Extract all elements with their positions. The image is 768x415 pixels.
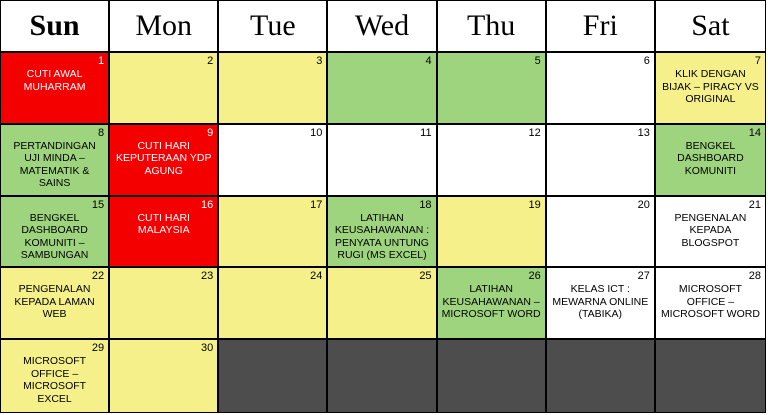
day-event-text: CUTI HARI KEPUTERAAN YDP AGUNG bbox=[115, 139, 212, 177]
day-event-text: LATIHAN KEUSAHAWANAN – MICROSOFT WORD bbox=[441, 283, 541, 321]
calendar-day-cell[interactable] bbox=[438, 197, 547, 269]
calendar-day-cell[interactable] bbox=[110, 125, 219, 197]
day-number: 10 bbox=[310, 126, 323, 139]
calendar-day-cell[interactable] bbox=[656, 53, 765, 125]
day-number: 24 bbox=[310, 270, 323, 283]
calendar-weekday-header bbox=[1, 1, 765, 53]
calendar-day-cell[interactable] bbox=[110, 268, 219, 340]
day-event-text: CUTI AWAL MUHARRAM bbox=[23, 68, 86, 93]
day-number: 28 bbox=[748, 270, 761, 283]
calendar-week-row bbox=[1, 53, 765, 125]
day-number: 2 bbox=[207, 55, 214, 67]
day-number: 4 bbox=[425, 55, 432, 67]
weekday-header-sat: Sat bbox=[656, 1, 765, 53]
calendar-day-cell[interactable] bbox=[328, 268, 437, 340]
weekday-header-mon: Mon bbox=[110, 1, 219, 53]
calendar-empty-cell bbox=[438, 340, 547, 412]
day-number: 9 bbox=[207, 126, 214, 139]
calendar-week-row bbox=[1, 268, 765, 340]
calendar-empty-cell bbox=[547, 340, 656, 412]
calendar-day-cell[interactable] bbox=[219, 197, 328, 269]
day-number: 19 bbox=[528, 198, 541, 211]
weekday-header-fri: Fri bbox=[547, 1, 656, 53]
calendar-day-cell[interactable] bbox=[1, 197, 110, 269]
day-event-text: PENGENALAN KEPADA LAMAN WEB bbox=[14, 283, 95, 321]
day-number: 5 bbox=[534, 55, 541, 67]
calendar-day-cell[interactable] bbox=[547, 125, 656, 197]
day-event-text: LATIHAN KEUSAHAWANAN : PENYATA UNTUNG RUGI (MS EXCEL) bbox=[334, 211, 430, 262]
day-number: 14 bbox=[748, 126, 761, 139]
day-number: 21 bbox=[748, 198, 761, 211]
day-number: 23 bbox=[201, 270, 214, 283]
day-number: 7 bbox=[754, 55, 761, 67]
day-event-text: KLIK DENGAN BIJAK – PIRACY VS ORIGINAL bbox=[662, 68, 759, 105]
calendar-day-cell[interactable] bbox=[110, 53, 219, 125]
day-number: 29 bbox=[91, 342, 105, 355]
calendar-day-cell[interactable] bbox=[547, 197, 656, 269]
calendar-day-cell[interactable] bbox=[656, 197, 765, 269]
weekday-header-tue: Tue bbox=[219, 1, 328, 53]
calendar-empty-cell bbox=[219, 340, 328, 412]
calendar-day-cell[interactable] bbox=[438, 125, 547, 197]
day-number: 12 bbox=[528, 126, 541, 139]
day-number: 20 bbox=[637, 198, 650, 211]
day-number: 15 bbox=[91, 198, 105, 211]
calendar-day-cell[interactable] bbox=[110, 340, 219, 412]
day-number: 16 bbox=[201, 198, 214, 211]
calendar-weeks bbox=[1, 53, 765, 412]
weekday-header-wed: Wed bbox=[328, 1, 437, 53]
calendar-empty-cell bbox=[328, 340, 437, 412]
weekday-header-sun: Sun bbox=[1, 1, 110, 53]
day-number: 26 bbox=[528, 270, 541, 283]
day-number: 3 bbox=[316, 55, 323, 67]
day-number: 30 bbox=[201, 342, 214, 355]
calendar-day-cell[interactable] bbox=[547, 268, 656, 340]
calendar-week-row bbox=[1, 125, 765, 197]
day-event-text: KELAS ICT : MEWARNA ONLINE (TABIKA) bbox=[552, 283, 649, 321]
calendar-day-cell[interactable] bbox=[219, 125, 328, 197]
day-number: 6 bbox=[643, 55, 650, 67]
calendar-day-cell[interactable] bbox=[328, 197, 437, 269]
weekday-header-thu: Thu bbox=[438, 1, 547, 53]
calendar-day-cell[interactable] bbox=[219, 268, 328, 340]
day-number: 25 bbox=[419, 270, 432, 283]
calendar-day-cell[interactable] bbox=[1, 125, 110, 197]
calendar-day-cell[interactable] bbox=[219, 53, 328, 125]
day-number: 11 bbox=[420, 126, 432, 139]
calendar-day-cell[interactable] bbox=[328, 53, 437, 125]
calendar-day-cell[interactable] bbox=[438, 53, 547, 125]
day-event-text: CUTI HARI MALAYSIA bbox=[137, 211, 190, 237]
calendar-day-cell[interactable] bbox=[547, 53, 656, 125]
calendar-day-cell[interactable] bbox=[656, 125, 765, 197]
calendar-day-cell[interactable] bbox=[110, 197, 219, 269]
calendar-week-row bbox=[1, 197, 765, 269]
day-event-text: PERTANDINGAN UJI MINDA – MATEMATIK & SAINS bbox=[13, 139, 96, 190]
calendar-day-cell[interactable] bbox=[1, 268, 110, 340]
day-number: 27 bbox=[637, 270, 650, 283]
day-number: 8 bbox=[98, 126, 105, 139]
calendar-empty-cell bbox=[656, 340, 765, 412]
day-event-text: BENGKEL DASHBOARD KOMUNITI – SAMBUNGAN bbox=[20, 211, 89, 262]
day-number: 18 bbox=[419, 198, 432, 211]
calendar-week-row bbox=[1, 340, 765, 412]
day-event-text: MICROSOFT OFFICE – MICROSOFT WORD bbox=[660, 283, 760, 321]
calendar-day-cell[interactable] bbox=[328, 125, 437, 197]
calendar-day-cell[interactable] bbox=[438, 268, 547, 340]
day-number: 17 bbox=[310, 198, 323, 211]
calendar-day-cell[interactable] bbox=[656, 268, 765, 340]
day-event-text: PENGENALAN KEPADA BLOGSPOT bbox=[674, 211, 747, 249]
day-event-text: MICROSOFT OFFICE – MICROSOFT EXCEL bbox=[23, 355, 87, 405]
day-event-text: BENGKEL DASHBOARD KOMUNITI bbox=[677, 139, 744, 177]
calendar-day-cell[interactable] bbox=[1, 340, 110, 412]
day-number: 22 bbox=[91, 270, 105, 283]
day-number: 1 bbox=[98, 55, 105, 67]
day-number: 13 bbox=[637, 126, 650, 139]
calendar-day-cell[interactable] bbox=[1, 53, 110, 125]
